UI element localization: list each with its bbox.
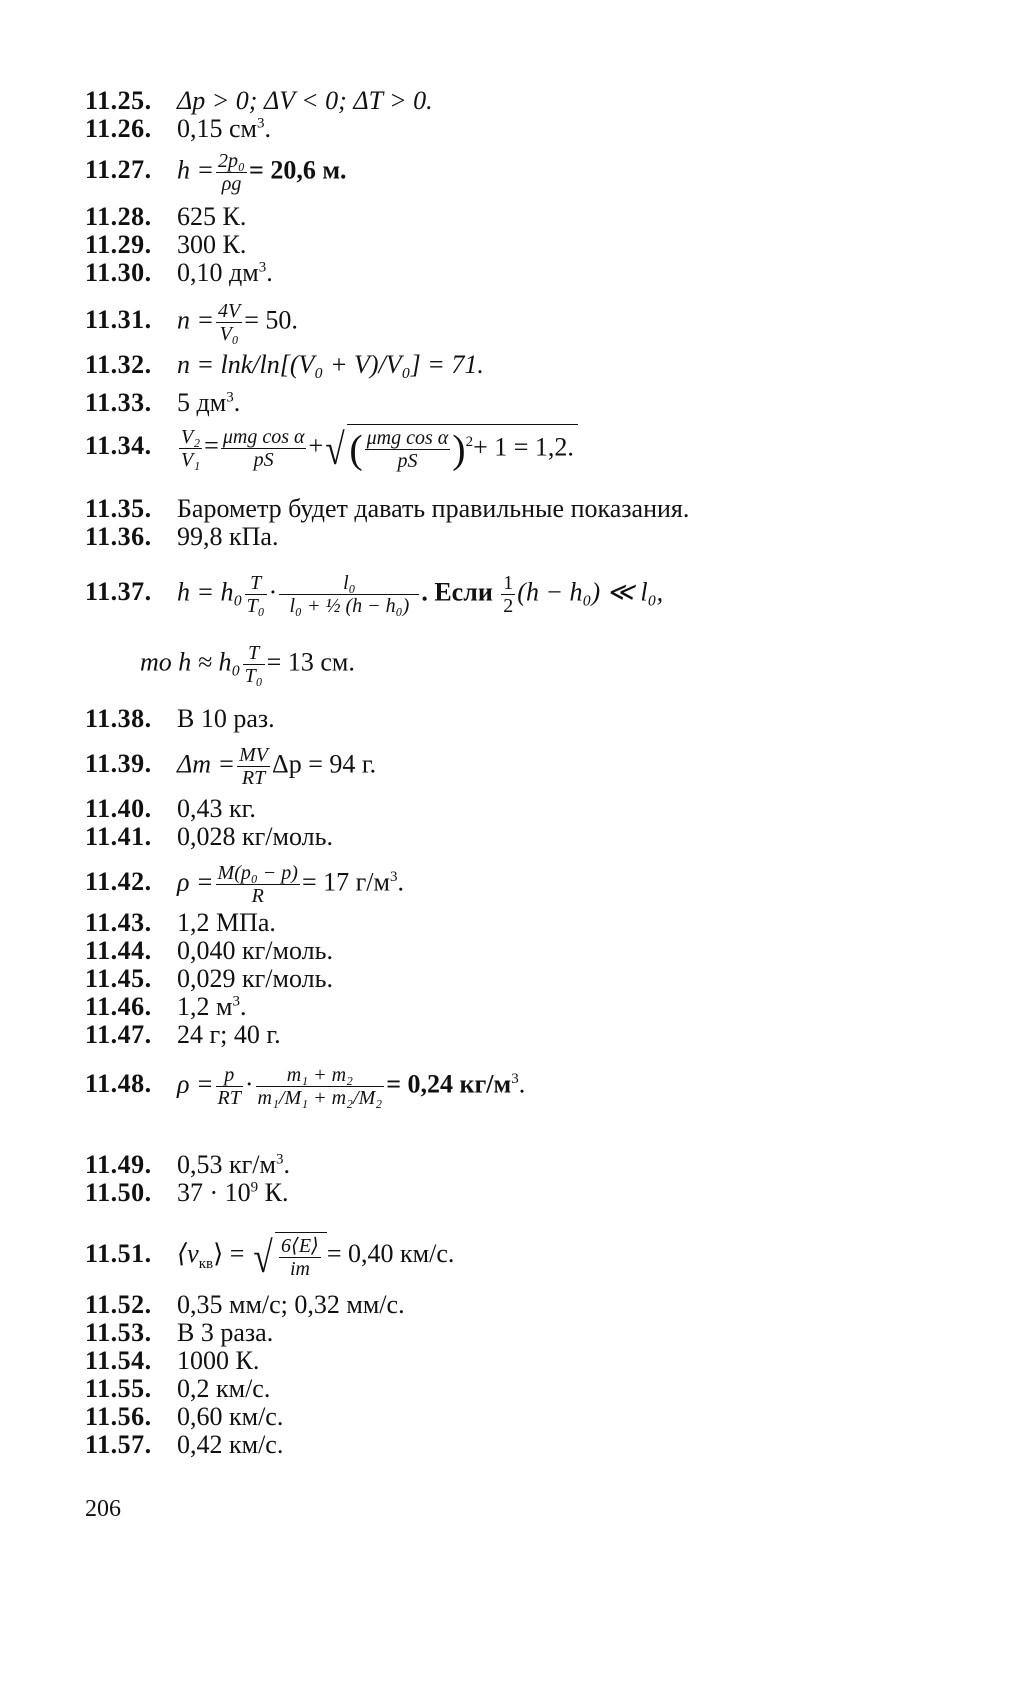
answer-number: 11.32. [85, 350, 152, 379]
answer-number: 11.52. [85, 1290, 152, 1319]
formula-rhs: = 20,6 м. [249, 155, 347, 185]
answer-11-37-continuation [140, 642, 355, 687]
numerator: l₀ [279, 572, 419, 595]
answer-text: В 3 раза. [177, 1318, 274, 1347]
answer-11-34 [85, 424, 578, 472]
fraction [216, 862, 300, 907]
answer-11-42 [85, 862, 404, 907]
answer-text: 0,040 кг/моль. [177, 936, 333, 965]
exponent: 2 [465, 433, 474, 450]
numerator: T [245, 572, 267, 595]
answer-11-25 [85, 86, 433, 116]
answer-superscript: 3 [232, 993, 240, 1010]
numerator: 4V [218, 300, 241, 322]
answer-11-47 [85, 1020, 281, 1050]
answer-11-45 [85, 964, 333, 994]
numerator: μmg cos α [222, 425, 305, 448]
answer-text: 0,10 дм [177, 258, 259, 287]
fraction-v-ratio [179, 426, 202, 471]
fraction [216, 150, 247, 195]
formula-lhs: ρ = [177, 1069, 214, 1099]
answer-11-31 [85, 300, 298, 345]
numerator: m₁ + m₂ [256, 1064, 385, 1087]
answer-number: 11.54. [85, 1346, 152, 1375]
answer-number: 11.29. [85, 230, 152, 259]
answer-text: 0,028 кг/моль. [177, 822, 333, 851]
answer-number: 11.45. [85, 964, 152, 993]
answer-number: 11.35. [85, 494, 152, 523]
numerator: M(p₀ − p) [217, 862, 298, 884]
formula-lhs: h = [177, 155, 215, 185]
answer-number: 11.25. [85, 86, 152, 115]
answer-end: . [518, 1069, 526, 1099]
answer-superscript: 3 [257, 115, 265, 132]
fraction-friction [221, 426, 307, 471]
square-root [323, 424, 578, 472]
formula-tail: + 1 = 1,2. [473, 432, 574, 462]
answer-number: 11.28. [85, 202, 152, 231]
fraction-half [501, 572, 515, 617]
answer-11-51 [85, 1232, 454, 1280]
answer-11-41 [85, 822, 333, 852]
answer-number: 11.53. [85, 1318, 152, 1347]
formula-lhs: ⟨v [177, 1238, 199, 1268]
answer-text: n = lnk/ln[(V₀ + V)/V₀] = 71. [177, 350, 484, 379]
formula-rhs: = 0,24 кг/м [386, 1069, 512, 1099]
answer-text: 625 К. [177, 202, 247, 231]
answer-11-37 [85, 572, 663, 617]
denominator: RT [217, 1087, 241, 1109]
fraction-length [279, 572, 419, 617]
answer-text: 0,53 кг/м [177, 1150, 276, 1179]
denominator: pS [253, 448, 274, 471]
answer-11-53 [85, 1318, 273, 1348]
answer-11-48 [85, 1064, 525, 1109]
answer-number: 11.55. [85, 1374, 152, 1403]
answer-text: 24 г; 40 г. [177, 1020, 281, 1049]
condition-expression: (h − h₀) ≪ l₀, [517, 577, 664, 607]
answer-superscript: 3 [226, 389, 234, 406]
answer-end: . [264, 114, 271, 143]
square-root [251, 1232, 327, 1280]
answer-number: 11.41. [85, 822, 152, 851]
denominator: l₀ + ½ (h − h₀) [289, 595, 410, 617]
answer-end: . [239, 992, 247, 1021]
answer-11-44 [85, 936, 333, 966]
answer-text: 0,42 км/с. [177, 1430, 284, 1459]
formula-lhs: n = [177, 305, 215, 335]
approx-lhs: то h ≈ h₀ [140, 647, 241, 677]
answer-11-56 [85, 1402, 283, 1432]
answer-number: 11.37. [85, 577, 152, 607]
fraction [216, 300, 242, 345]
answer-text: 99,8 кПа. [177, 522, 279, 551]
answer-11-54 [85, 1346, 259, 1376]
denominator: T₀ [244, 665, 263, 687]
fraction-temperature-approx [243, 642, 265, 687]
answer-11-46 [85, 992, 246, 1022]
answer-number: 11.34. [85, 430, 152, 460]
answer-11-50 [85, 1178, 289, 1208]
formula-lhs: h = h₀ [177, 577, 243, 607]
fraction-friction-inner [365, 427, 451, 472]
answer-end: К. [258, 1178, 289, 1207]
answer-end: . [266, 258, 273, 287]
formula-rhs: = 0,40 км/с. [326, 1238, 455, 1268]
formula-lhs: ρ = [177, 867, 214, 897]
answer-number: 11.38. [85, 704, 152, 733]
answer-number: 11.30. [85, 258, 152, 287]
denominator: 2 [503, 595, 514, 617]
answer-11-39 [85, 744, 376, 789]
answer-number: 11.26. [85, 114, 152, 143]
answer-superscript: 3 [511, 1070, 519, 1087]
answer-superscript: 9 [250, 1179, 259, 1196]
radical-sign: √ [253, 1232, 273, 1282]
answer-11-26 [85, 114, 271, 144]
numerator: V₂ [181, 425, 201, 448]
answer-number: 11.56. [85, 1402, 152, 1431]
answer-11-49 [85, 1150, 290, 1180]
formula-lhs-close: ⟩ = [213, 1238, 245, 1268]
answer-text: 0,35 мм/с; 0,32 мм/с. [177, 1290, 405, 1319]
formula-lhs: Δm = [177, 749, 236, 779]
answer-end: . [233, 388, 241, 417]
fraction [237, 744, 270, 789]
answer-number: 11.43. [85, 908, 152, 937]
denominator: V₀ [219, 323, 239, 345]
answer-text: 0,2 км/с. [177, 1374, 271, 1403]
answer-end: . [397, 867, 404, 897]
denominator: V₁ [181, 448, 201, 471]
numerator: p [216, 1064, 243, 1087]
denominator: ρg [221, 173, 242, 195]
answer-text: В 10 раз. [177, 704, 275, 733]
answer-text: 300 К. [177, 230, 247, 259]
approx-rhs: = 13 см. [266, 647, 355, 677]
answer-number: 11.31. [85, 305, 152, 335]
answer-number: 11.36. [85, 522, 152, 551]
denominator: pS [397, 450, 418, 472]
dot-operator: · [244, 1069, 254, 1099]
denominator: R [251, 885, 264, 907]
answer-number: 11.44. [85, 936, 152, 965]
numerator: 2p₀ [218, 150, 245, 172]
denominator: T₀ [246, 595, 265, 617]
answer-11-36 [85, 522, 278, 552]
answer-number: 11.51. [85, 1238, 152, 1268]
numerator: μmg cos α [366, 427, 449, 449]
radicand: ( $\frac{\text{μmg cos α}}{pS}$ )$^2$+ 1 = 1,2. [347, 424, 578, 472]
answer-11-38 [85, 704, 275, 734]
answer-text: 1,2 МПа. [177, 908, 276, 937]
answer-number: 11.33. [85, 388, 152, 417]
answer-11-40 [85, 794, 256, 824]
answer-number: 11.39. [85, 749, 152, 779]
answer-11-33 [85, 388, 240, 418]
answer-text: 1000 К. [177, 1346, 260, 1375]
answer-end: . [283, 1150, 290, 1179]
answer-number: 11.47. [85, 1020, 152, 1049]
answer-number: 11.42. [85, 867, 152, 897]
denominator: m₁/M₁ + m₂/M₂ [257, 1087, 383, 1109]
answer-text: Барометр будет давать правильные показания. [177, 494, 690, 523]
formula-rhs: = 17 г/м [301, 867, 390, 897]
answer-text: 5 дм [177, 388, 227, 417]
radicand [275, 1232, 327, 1280]
answer-11-30 [85, 258, 273, 288]
answer-number: 11.40. [85, 794, 152, 823]
numerator: MV [239, 744, 268, 766]
answer-text: 0,15 см [177, 114, 257, 143]
answer-superscript: 3 [389, 868, 398, 885]
formula-rhs: Δp = 94 г. [271, 749, 377, 779]
fraction-pressure [216, 1064, 243, 1109]
answer-number: 11.50. [85, 1178, 152, 1207]
answer-11-57 [85, 1430, 283, 1460]
answer-11-35 [85, 494, 689, 524]
answer-number: 11.48. [85, 1069, 152, 1099]
answer-11-32 [85, 350, 484, 380]
condition-word: . Если [421, 577, 493, 607]
answer-11-28 [85, 202, 246, 232]
answer-11-27 [85, 150, 347, 195]
answer-text: 0,43 кг. [177, 794, 256, 823]
answer-text: 1,2 м [177, 992, 233, 1021]
answer-text: Δp > 0; ΔV < 0; ΔT > 0. [177, 86, 433, 115]
numerator: 1 [503, 572, 514, 594]
answer-11-55 [85, 1374, 270, 1404]
answer-number: 11.49. [85, 1150, 152, 1179]
answer-text: 0,029 кг/моль. [177, 964, 333, 993]
answer-11-29 [85, 230, 246, 260]
dot-operator: · [268, 577, 278, 607]
answer-text: 37 · 10 [177, 1178, 251, 1207]
answer-11-43 [85, 908, 276, 938]
radical-sign: √ [325, 424, 345, 474]
lhs-subscript: кв [198, 1256, 214, 1273]
page-number: 206 [85, 1496, 121, 1522]
denominator: RT [241, 767, 266, 789]
answer-number: 11.27. [85, 155, 152, 185]
denominator: im [289, 1258, 310, 1280]
formula-rhs: = 50. [244, 305, 298, 335]
numerator: 6⟨E⟩ [281, 1235, 319, 1257]
answer-superscript: 3 [258, 259, 267, 276]
fraction-masses [256, 1064, 385, 1109]
plus-sign: + [308, 430, 324, 460]
answer-number: 11.46. [85, 992, 152, 1021]
numerator: T [243, 642, 265, 665]
fraction [279, 1235, 321, 1280]
answer-11-52 [85, 1290, 405, 1320]
answer-superscript: 3 [275, 1151, 284, 1168]
answer-text: 0,60 км/с. [177, 1402, 284, 1431]
fraction-temperature [245, 572, 267, 617]
answer-number: 11.57. [85, 1430, 152, 1459]
equals-sign: = [204, 430, 219, 460]
